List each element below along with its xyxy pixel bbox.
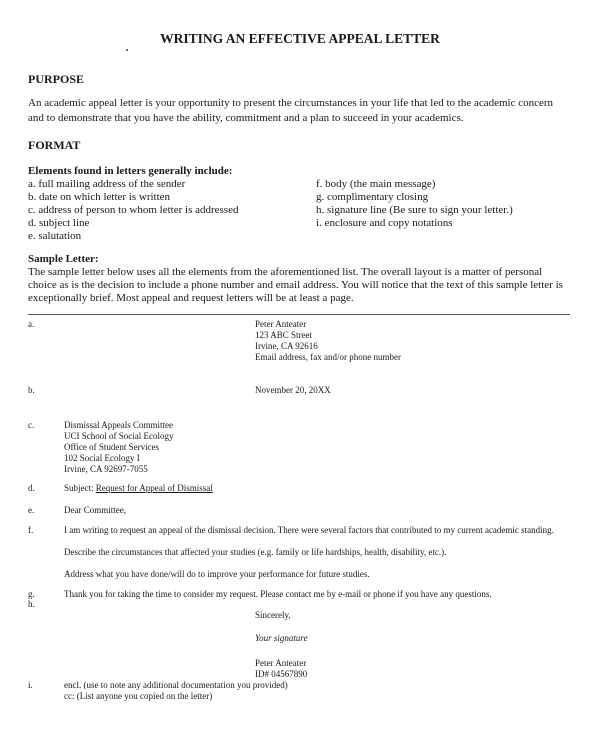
sender-name: Peter Anteater — [255, 319, 307, 329]
recipient-line-3: Office of Student Services — [64, 442, 160, 452]
element-item-d: d. subject line — [28, 217, 90, 229]
subject-prefix: Subject: — [64, 483, 96, 493]
purpose-heading: PURPOSE — [28, 72, 85, 86]
sender-city: Irvine, CA 92616 — [255, 341, 318, 351]
cc-note: cc: (List anyone you copied on the letter) — [64, 691, 213, 701]
element-item-a: a. full mailing address of the sender — [28, 178, 186, 190]
element-item-f: f. body (the main message) — [316, 178, 436, 190]
sample-heading: Sample Letter: — [28, 253, 99, 265]
sample-line-2: choice as is the decision to include a phone number and email address. You will notice that the text of this sample letter is — [28, 279, 563, 291]
divider — [28, 314, 570, 315]
element-item-e: e. salutation — [28, 230, 82, 242]
sign-name: Peter Anteater — [255, 658, 307, 668]
marker-d: d. — [28, 483, 35, 493]
marker-i: i. — [28, 680, 33, 690]
elements-heading: Elements found in letters generally include: — [28, 165, 233, 177]
subject-line — [64, 484, 213, 493]
document-title: WRITING AN EFFECTIVE APPEAL LETTER — [160, 31, 440, 46]
signature: Your signature — [255, 633, 308, 643]
marker-a: a. — [28, 319, 35, 329]
letter-date: November 20, 20XX — [255, 385, 331, 395]
recipient-line-4: 102 Social Ecology I — [64, 453, 140, 463]
closing: Sincerely, — [255, 610, 291, 620]
marker-h: h. — [28, 599, 35, 609]
body-paragraph-3: Address what you have done/will do to improve your performance for future studies. — [64, 569, 370, 579]
stray-mark — [126, 49, 128, 51]
sender-street: 123 ABC Street — [255, 330, 313, 340]
recipient-line-2: UCI School of Social Ecology — [64, 431, 174, 441]
element-item-g: g. complimentary closing — [316, 191, 429, 203]
salutation: Dear Committee, — [64, 505, 126, 515]
sender-contact: Email address, fax and/or phone number — [255, 352, 401, 362]
element-item-i: i. enclosure and copy notations — [316, 217, 453, 229]
body-paragraph-4: Thank you for taking the time to consider my request. Please contact me by e-mail or phone if you have any questions. — [64, 589, 492, 599]
marker-f: f. — [28, 525, 34, 535]
recipient-line-5: Irvine, CA 92697-7055 — [64, 464, 148, 474]
format-heading: FORMAT — [28, 138, 81, 152]
sample-line-1: The sample letter below uses all the elements from the aforementioned list. The overall layout is a matter of personal — [28, 266, 543, 278]
body-paragraph-1: I am writing to request an appeal of the dismissal decision. There were several factors that contributed to my current academic standing. — [64, 525, 554, 535]
sample-line-3: exceptionally brief. Most appeal and request letters will be at least a page. — [28, 292, 354, 304]
recipient-line-1: Dismissal Appeals Committee — [64, 420, 173, 430]
body-paragraph-2: Describe the circumstances that affected your studies (e.g. family or life hardships, health, disability, etc.). — [64, 547, 447, 557]
marker-b: b. — [28, 385, 35, 395]
purpose-line-2: and to demonstrate that you have the ability, commitment and a plan to succeed in your academics. — [28, 112, 464, 124]
marker-g: g. — [28, 589, 35, 599]
marker-c: c. — [28, 420, 35, 430]
subject-text: Request for Appeal of Dismissal — [95, 483, 213, 493]
sign-id: ID# 04567890 — [255, 669, 308, 679]
element-item-b: b. date on which letter is written — [28, 191, 171, 203]
element-item-c: c. address of person to whom letter is addressed — [28, 204, 239, 216]
marker-e: e. — [28, 505, 35, 515]
element-item-h: h. signature line (Be sure to sign your letter.) — [316, 204, 513, 216]
purpose-line-1: An academic appeal letter is your opportunity to present the circumstances in your life that led to the academic concern — [28, 97, 554, 109]
enclosure-note: encl. (use to note any additional documentation you provided) — [64, 680, 288, 690]
